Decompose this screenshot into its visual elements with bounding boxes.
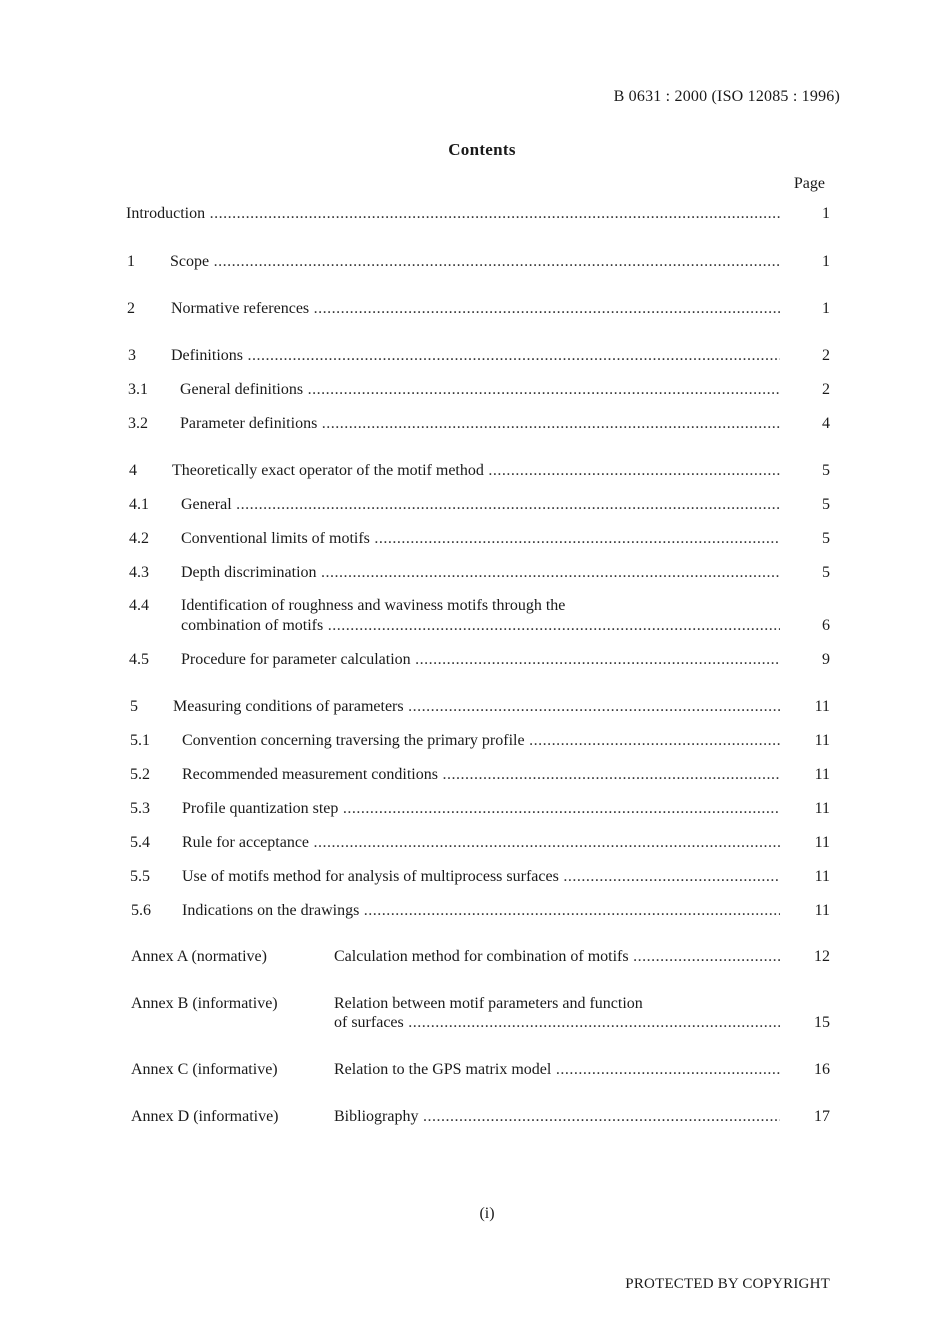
toc-entry <box>0 696 950 718</box>
toc-entry-number: 3 <box>128 347 136 364</box>
toc-entry <box>0 460 950 482</box>
toc-entry-title: Indications on the drawings ..... <box>182 900 780 922</box>
toc-entry-page: 11 <box>814 766 830 783</box>
page-number: (i) <box>479 1205 495 1222</box>
toc-entry <box>0 528 950 550</box>
toc-entry-title: Identification of roughness and waviness motifs through the <box>181 597 566 614</box>
toc-entry-number: Annex C (informative) <box>131 1061 278 1078</box>
toc-entry-page: 11 <box>814 902 830 919</box>
toc-entry-number: 3.1 <box>128 381 148 398</box>
toc-entry-number: Annex A (normative) <box>131 948 267 965</box>
toc-entry <box>0 615 950 637</box>
page-column-label: Page <box>793 175 825 192</box>
toc-entry <box>0 649 950 671</box>
toc-entry-number: 5.4 <box>130 834 150 851</box>
toc-entry <box>0 203 950 225</box>
toc-entry <box>0 494 950 516</box>
toc-entry-number: 1 <box>127 253 135 270</box>
toc-entry <box>0 798 950 820</box>
toc-entry <box>0 562 950 584</box>
standard-header: B 0631 : 2000 (ISO 12085 : 1996) <box>613 88 840 105</box>
toc-entry-page: 5 <box>822 530 830 547</box>
toc-entry-title: General ..... <box>181 494 780 516</box>
toc-entry <box>0 379 950 401</box>
toc-entry-title: Rule for acceptance ..... <box>182 832 780 854</box>
toc-entry-title: Calculation method for combination of motifs ..... <box>334 946 780 968</box>
toc-entry-page: 5 <box>822 496 830 513</box>
toc-entry-number: 5.3 <box>130 800 150 817</box>
toc-entry-title: Theoretically exact operator of the motif method ..... <box>172 460 780 482</box>
page-title: Contents <box>448 140 516 159</box>
toc-entry-title: Scope ..... <box>170 251 780 273</box>
toc-entry <box>0 251 950 273</box>
toc-entry-title: Procedure for parameter calculation ..... <box>181 649 780 671</box>
toc-entry-number: 5.2 <box>130 766 150 783</box>
toc-entry-title: Relation to the GPS matrix model ..... <box>334 1059 780 1081</box>
toc-entry-number: 5.1 <box>130 732 150 749</box>
toc-entry-title: combination of motifs ..... <box>181 615 780 637</box>
toc-entry-title: Profile quantization step ..... <box>182 798 780 820</box>
toc-entry-number: 4.4 <box>129 597 149 614</box>
toc-entry-number: 5 <box>130 698 138 715</box>
toc-entry-number: 4 <box>129 462 137 479</box>
toc-entry-title: Recommended measurement conditions ..... <box>182 764 780 786</box>
toc-entry <box>0 900 950 922</box>
toc-entry <box>0 1012 950 1034</box>
toc-entry-page: 11 <box>814 732 830 749</box>
toc-entry-page: 16 <box>814 1061 830 1078</box>
toc-entry-title: Depth discrimination ..... <box>181 562 780 584</box>
copyright-notice: PROTECTED BY COPYRIGHT <box>625 1276 830 1292</box>
toc-entry-number: 5.5 <box>130 868 150 885</box>
toc-entry-number: Annex D (informative) <box>131 1108 279 1125</box>
toc-entry-number: 4.5 <box>129 651 149 668</box>
toc-entry-number: 5.6 <box>131 902 151 919</box>
toc-entry-title: Introduction ..... <box>126 203 780 225</box>
toc-entry-number: 4.3 <box>129 564 149 581</box>
toc-entry-number: 2 <box>127 300 135 317</box>
toc-entry <box>0 866 950 888</box>
toc-entry-title: Convention concerning traversing the primary profile ..... <box>182 730 780 752</box>
toc-entry-page: 1 <box>822 253 830 270</box>
toc-entry-page: 11 <box>814 868 830 885</box>
toc-entry-page: 11 <box>814 698 830 715</box>
toc-entry-page: 5 <box>822 462 830 479</box>
toc-entry <box>0 345 950 367</box>
toc-entry-title: of surfaces ..... <box>334 1012 780 1034</box>
toc-entry-page: 9 <box>822 651 830 668</box>
toc-entry-title: Measuring conditions of parameters ..... <box>173 696 780 718</box>
toc-entry-page: 17 <box>814 1108 830 1125</box>
toc-entry-page: 4 <box>822 415 830 432</box>
toc-entry-title: Bibliography ..... <box>334 1106 780 1128</box>
toc-entry-title: Normative references ..... <box>171 298 780 320</box>
toc-entry-page: 6 <box>822 617 830 634</box>
toc-entry-page: 2 <box>822 347 830 364</box>
toc-entry-title: Parameter definitions ..... <box>180 413 780 435</box>
toc-entry <box>0 595 950 617</box>
toc-entry <box>0 1106 950 1128</box>
toc-entry-page: 11 <box>814 834 830 851</box>
toc-entry <box>0 764 950 786</box>
toc-entry-title: Conventional limits of motifs ..... <box>181 528 780 550</box>
toc-entry-number: 4.1 <box>129 496 149 513</box>
toc-entry-number: Annex B (informative) <box>131 995 278 1012</box>
toc-entry <box>0 832 950 854</box>
toc-entry <box>0 1059 950 1081</box>
toc-entry-page: 2 <box>822 381 830 398</box>
toc-entry-number: 3.2 <box>128 415 148 432</box>
toc-entry <box>0 413 950 435</box>
toc-entry-page: 5 <box>822 564 830 581</box>
toc-entry <box>0 298 950 320</box>
toc-entry-page: 11 <box>814 800 830 817</box>
toc-entry-title: Definitions ..... <box>171 345 780 367</box>
toc-entry-page: 1 <box>822 300 830 317</box>
toc-entry-page: 15 <box>814 1014 830 1031</box>
toc-entry-page: 1 <box>822 205 830 222</box>
toc-entry <box>0 946 950 968</box>
toc-entry <box>0 730 950 752</box>
toc-entry-title: General definitions ..... <box>180 379 780 401</box>
toc-entry-page: 12 <box>814 948 830 965</box>
toc-entry-title: Use of motifs method for analysis of multiprocess surfaces ..... <box>182 866 780 888</box>
toc-entry-number: 4.2 <box>129 530 149 547</box>
toc-entry-title: Relation between motif parameters and function <box>334 995 643 1012</box>
